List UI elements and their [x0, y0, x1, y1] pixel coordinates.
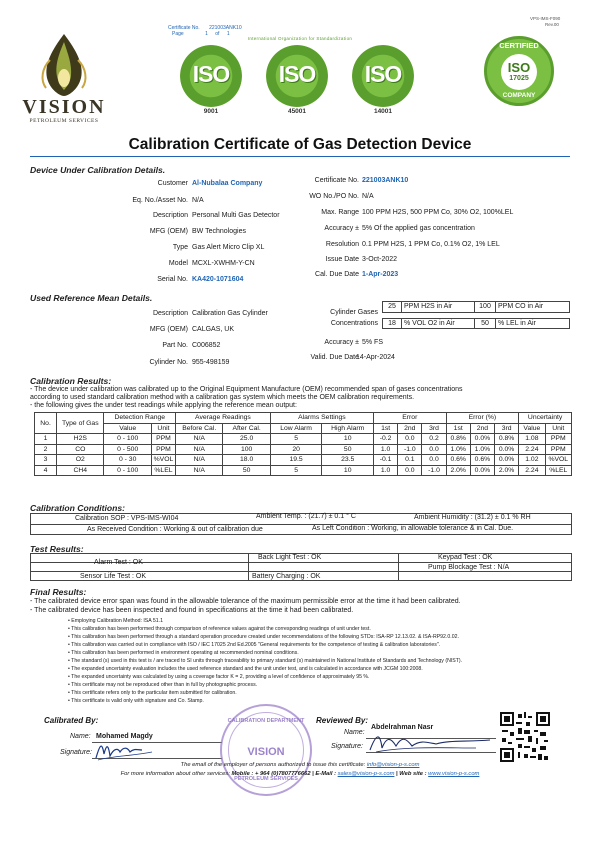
ambient-temp-text: Ambient Temp. : (21.7) ± 0.1 ° C — [256, 513, 356, 520]
table-cell: 4 — [35, 465, 57, 476]
ref-mfg-label: MFG (OEM) — [149, 326, 188, 333]
table-cell: 19.5 — [270, 455, 322, 466]
iso-45001-badge: ISO — [266, 45, 328, 107]
cal-due-value: 1-Apr-2023 — [362, 271, 399, 278]
table-row — [35, 434, 572, 445]
ref-part-no-value: C006852 — [192, 342, 221, 349]
valid-due-value: 14-Apr-2024 — [356, 354, 395, 361]
ref-mfg-value: CALGAS, UK — [192, 326, 235, 333]
th-no: No. — [35, 413, 57, 434]
resolution-label: Resolution — [325, 241, 359, 248]
customer-label: Customer — [157, 180, 188, 187]
conditions-section-heading: Calibration Conditions: — [30, 503, 126, 513]
table-cell: 0.0% — [470, 434, 494, 445]
asset-no-label: Eq. No./Asset No. — [132, 197, 188, 204]
doc-rev: Rev.00 — [545, 22, 559, 27]
valid-due-label: Valid. Due Date — [310, 354, 359, 361]
cert-no-value: 221003ANK10 — [362, 177, 409, 184]
table-cell: CO — [57, 444, 104, 455]
note-item: • This certificate is valid only with signature and Co. Stamp. — [68, 698, 204, 704]
table-cell: 1.0 — [374, 465, 398, 476]
table-cell: 50 — [322, 444, 374, 455]
website-link[interactable]: www.vision-p-s.com — [428, 771, 480, 777]
table-cell: 0.0% — [495, 455, 519, 466]
results-intro-2: according to used standard calibration method with a calibration gas system which meets the OEM calibration requirements. — [30, 394, 415, 401]
cal-due-label: Cal. Due Date — [315, 271, 359, 278]
th-e3: 3rd — [422, 423, 446, 434]
as-left-text: As Left Condition : Working, in allowable tolerance & in Cal. Due. — [312, 525, 514, 532]
table-row — [35, 455, 572, 466]
table-cell: 0.0 — [398, 465, 422, 476]
ref-description-value: Calibration Gas Cylinder — [192, 310, 268, 317]
table-cell: 0.6% — [446, 455, 470, 466]
th-error-pct: Error (%) — [446, 413, 519, 424]
th-e1: 1st — [374, 423, 398, 434]
table-cell: 2.0% — [495, 465, 519, 476]
th-high: High Alarm — [322, 423, 374, 434]
battery-charging-test: Battery Charging : OK — [252, 573, 321, 580]
cyl-cell: 25 — [383, 302, 402, 313]
th-avg: Average Readings — [176, 413, 271, 424]
table-row — [35, 444, 572, 455]
accuracy-value: 5% Of the applied gas concentration — [362, 225, 475, 232]
pump-blockage-test: Pump Blockage Test : N/A — [428, 564, 510, 571]
table-cell: N/A — [176, 455, 223, 466]
table-cell: 0 - 30 — [104, 455, 151, 466]
table-row — [35, 465, 572, 476]
th-p2: 2nd — [470, 423, 494, 434]
note-item: • This certificate refers only to the particular item submitted for calibration. — [68, 690, 237, 696]
table-cell: 0.1 — [398, 455, 422, 466]
table-cell: 0.8% — [495, 434, 519, 445]
th-p1: 1st — [446, 423, 470, 434]
th-unit: Unit — [151, 423, 175, 434]
accuracy-label: Accuracy ± — [324, 225, 359, 232]
table-cell: N/A — [176, 434, 223, 445]
reviewed-handwritten-signature — [366, 730, 496, 756]
brand-tagline: PETROLEUM SERVICES — [29, 118, 99, 124]
th-e2: 2nd — [398, 423, 422, 434]
tests-section-heading: Test Results: — [30, 544, 84, 554]
table-cell: N/A — [176, 465, 223, 476]
table-cell: 10 — [322, 465, 374, 476]
iso-45001-number: 45001 — [287, 108, 307, 115]
brand-name: VISION — [22, 96, 106, 118]
ref-accuracy-value: 5% FS — [362, 339, 384, 346]
table-cell: %VOL — [545, 455, 571, 466]
ref-cylinder-no-value: 955-498159 — [192, 359, 230, 366]
th-unc-value: Value — [519, 423, 545, 434]
calibration-department-stamp: CALIBRATION DEPARTMENT VISION PETROLEUM SERVICES — [220, 704, 312, 796]
note-item: • This certificate may not be reproduced other than in full by photographic process. — [68, 682, 258, 688]
calibrated-by-heading: Calibrated By: — [44, 716, 99, 725]
note-item: • The standard (s) used in this test is / are traced to SI units through traceability to primary standard (s) maintained in National Institute of Standards and Technology (NIST). — [68, 658, 463, 664]
reviewed-name-label: Name: — [344, 729, 365, 736]
cyl-cell: 18 — [383, 318, 402, 329]
table-cell: O2 — [57, 455, 104, 466]
serial-no-value: KA420-1071604 — [192, 276, 244, 283]
header-cert-no: Certificate No. 221003ANK10 — [168, 25, 242, 31]
company-logo — [14, 30, 114, 128]
footer-email-note: The email of the employer of persons authorized to issue this certificate: info@vision-p-s.com — [180, 762, 420, 768]
sensor-life-test: Sensor Life Test : OK — [80, 573, 147, 580]
table-cell: 23.5 — [322, 455, 374, 466]
tests-divider — [398, 553, 399, 581]
iso-9001-badge: ISO — [180, 45, 242, 107]
cylinder-gases-label: Cylinder Gases Concentrations — [330, 309, 378, 327]
table-cell: %VOL — [151, 455, 175, 466]
table-cell: 0 - 100 — [104, 465, 151, 476]
asset-no-value: N/A — [192, 197, 204, 204]
ref-accuracy-label: Accuracy ± — [324, 339, 359, 346]
issue-date-label: Issue Date — [325, 256, 359, 263]
th-before: Before Cal. — [176, 423, 223, 434]
cyl-cell: 50 — [475, 318, 496, 329]
note-item: • This calibration has been performed in environment operating at recommended nominal conditions. — [68, 650, 299, 656]
calibrated-handwritten-signature — [92, 738, 162, 762]
reviewed-by-heading: Reviewed By: — [316, 716, 369, 725]
table-cell: CH4 — [57, 465, 104, 476]
qr-code-icon — [500, 712, 550, 762]
device-section-heading: Device Under Calibration Details. — [30, 165, 166, 175]
tests-divider — [248, 553, 249, 581]
as-received-text: As Received Condition : Working & out of calibration due — [87, 526, 263, 533]
table-cell: 1.0 — [374, 444, 398, 455]
calibrated-name: Mohamed Magdy — [96, 733, 153, 740]
description-value: Personal Multi Gas Detector — [192, 212, 280, 219]
table-cell: 0 - 500 — [104, 444, 151, 455]
table-cell: 2.0% — [446, 465, 470, 476]
reviewed-name: Abdelrahman Nasr — [371, 724, 434, 731]
cyl-cell: 100 — [475, 302, 496, 313]
table-cell: 5 — [270, 465, 322, 476]
note-item: • Employing Calibration Method: ISA 51.1 — [68, 618, 163, 624]
table-cell: 1.02 — [519, 455, 545, 466]
table-cell: 3 — [35, 455, 57, 466]
table-cell: PPM — [545, 444, 571, 455]
th-unc-unit: Unit — [545, 423, 571, 434]
cyl-cell: PPM H2S in Air — [402, 302, 475, 313]
sop-text: Calibration SOP : VPS-IMS-WI04 — [75, 515, 179, 522]
note-item: • This calibration was carried out in compliance with ISO / IEC 17025 2nd Ed.2005 "General requirements for the competence of testing & calibration laboratories". — [68, 642, 441, 648]
iso-9001-number: 9001 — [203, 108, 219, 115]
tests-divider — [30, 571, 572, 572]
reviewed-signature-label: Signature: — [331, 743, 363, 750]
th-error: Error — [374, 413, 447, 424]
footer-contact: For more information about other services: Mobile : + 964 (0)7807776662 | E-Mail : sales@vision-p-s.com | Web site : www.vision-p-s.com — [120, 771, 480, 777]
th-after: After Cal. — [223, 423, 270, 434]
table-cell: 18.0 — [223, 455, 270, 466]
sales-email-link[interactable]: sales@vision-p-s.com — [337, 771, 395, 777]
note-item: • This calibration has been performed through comparison of reference values against the corresponding readings of unit under test. — [68, 626, 371, 632]
table-cell: N/A — [176, 444, 223, 455]
authorized-email-link[interactable]: info@vision-p-s.com — [366, 762, 420, 768]
final-section-heading: Final Results: — [30, 587, 87, 597]
table-cell: 0.0% — [470, 465, 494, 476]
cyl-cell: PPM CO in Air — [496, 302, 570, 313]
table-cell: 1.0% — [470, 444, 494, 455]
ref-part-no-label: Part No. — [162, 342, 188, 349]
th-range: Detection Range — [104, 413, 176, 424]
doc-code: VPS-IMS-F090 — [530, 16, 561, 21]
table-cell: 0.2 — [422, 434, 446, 445]
results-table — [34, 412, 572, 476]
note-item: • This calibration has been performed through a standard operation procedure created under recommendations of the following STDs: ISA-RP 12.13.02. & ISA-RP92.0.02. — [68, 634, 459, 640]
calibrated-signature-label: Signature: — [60, 749, 92, 756]
final-line-2: - The calibrated device has been inspected and found in specifications at the time it had been calibrated. — [30, 607, 354, 614]
table-cell: -1.0 — [422, 465, 446, 476]
th-alarms: Alarms Settings — [270, 413, 373, 424]
flame-drop-icon — [14, 30, 114, 100]
results-body — [35, 434, 572, 476]
table-cell: 0.0% — [495, 444, 519, 455]
th-type: Type of Gas — [57, 413, 104, 434]
table-cell: 50 — [223, 465, 270, 476]
cert-no-label: Certificate No. — [314, 177, 359, 184]
cyl-cell: % LEL in Air — [496, 318, 570, 329]
customer-value: Al-Nubalaa Company — [192, 180, 263, 187]
th-uncertainty: Uncertainty — [519, 413, 572, 424]
table-cell: 0.8% — [446, 434, 470, 445]
results-section-heading: Calibration Results: — [30, 376, 112, 386]
ref-description-label: Description — [152, 310, 188, 317]
table-cell: PPM — [151, 444, 175, 455]
reference-section-heading: Used Reference Mean Details. — [30, 293, 153, 303]
type-label: Type — [172, 244, 188, 251]
type-value: Gas Alert Micro Clip XL — [192, 244, 265, 251]
results-intro-3: - the following gives the under test readings while applying the reference mean output: — [30, 402, 297, 409]
table-cell: -0.2 — [374, 434, 398, 445]
resolution-value: 0.1 PPM H2S, 1 PPM Co, 0.1% O2, 1% LEL — [362, 241, 500, 248]
table-cell: 1.08 — [519, 434, 545, 445]
table-cell: 0.0 — [398, 434, 422, 445]
backlight-test: Back Light Test : OK — [258, 554, 322, 561]
mfg-value: BW Technologies — [192, 228, 246, 235]
table-cell: 2.24 — [519, 465, 545, 476]
iso-14001-badge: ISO — [352, 45, 414, 107]
page-title: Calibration Certificate of Gas Detection Device — [128, 136, 472, 153]
table-cell: 2.24 — [519, 444, 545, 455]
max-range-value: 100 PPM H2S, 500 PPM Co, 30% O2, 100%LEL — [362, 209, 514, 216]
certified-iso-17025-badge: CERTIFIED ISO 17025 COMPANY — [484, 36, 554, 106]
results-intro-1: - The device under calibration was calibrated up to the Original Equipment Manufacture (OEM) recommended span of gases concentrations — [30, 386, 463, 393]
cyl-cell: % VOL O2 in Air — [402, 318, 475, 329]
note-item: • The expanded uncertainty evaluation includes the used reference standard and the unit under test, and is calculated in accordance with JCGM 100:2008. — [68, 666, 423, 672]
alarm-test: Alarm Test : OK — [94, 559, 143, 566]
serial-no-label: Serial No. — [157, 276, 188, 283]
table-cell: 100 — [223, 444, 270, 455]
table-cell: 10 — [322, 434, 374, 445]
wo-no-label: WO No./PO No. — [309, 193, 359, 200]
table-cell: %LEL — [545, 465, 571, 476]
table-cell: 5 — [270, 434, 322, 445]
table-cell: 2 — [35, 444, 57, 455]
description-label: Description — [152, 212, 188, 219]
th-p3: 3rd — [495, 423, 519, 434]
model-label: Model — [168, 260, 188, 267]
table-cell: 0 - 100 — [104, 434, 151, 445]
table-cell: H2S — [57, 434, 104, 445]
ambient-humidity-text: Ambient Humidity : (31.2) ± 0.1 % RH — [414, 514, 531, 521]
cylinder-gases-table — [382, 301, 570, 329]
table-cell: 25.0 — [223, 434, 270, 445]
issue-date-value: 3-Oct-2022 — [362, 256, 398, 263]
table-cell: PPM — [545, 434, 571, 445]
note-item: • The expanded uncertainty was calculated by using a coverage factor K = 2, providing a level of confidence of approximately 95 %. — [68, 674, 370, 680]
final-line-1: - The calibrated device error span was found in the allowable tolerance of the maximum permissible error at the time it had been calibrated. — [30, 598, 461, 605]
mfg-label: MFG (OEM) — [149, 228, 188, 235]
keypad-test: Keypad Test : OK — [438, 554, 493, 561]
th-value: Value — [104, 423, 151, 434]
table-cell: -1.0 — [398, 444, 422, 455]
table-cell: 1.0% — [446, 444, 470, 455]
table-cell: 0.0 — [422, 455, 446, 466]
table-cell: -0.1 — [374, 455, 398, 466]
table-cell: 0.6% — [470, 455, 494, 466]
title-underline — [30, 156, 570, 157]
iso-14001-number: 14001 — [373, 108, 393, 115]
table-cell: %LEL — [151, 465, 175, 476]
table-cell: 1 — [35, 434, 57, 445]
table-cell: 20 — [270, 444, 322, 455]
iso-ring-text: International Organization for Standardization — [247, 36, 353, 41]
table-cell: PPM — [151, 434, 175, 445]
th-low: Low Alarm — [270, 423, 322, 434]
calibrated-name-label: Name: — [70, 733, 91, 740]
model-value: MCXL-XWHM-Y-CN — [192, 260, 255, 267]
header-page: Page 1 of 1 — [172, 31, 230, 37]
ref-cylinder-no-label: Cylinder No. — [149, 359, 188, 366]
max-range-label: Max. Range — [321, 209, 359, 216]
wo-no-value: N/A — [362, 193, 374, 200]
table-cell: 0.0 — [422, 444, 446, 455]
